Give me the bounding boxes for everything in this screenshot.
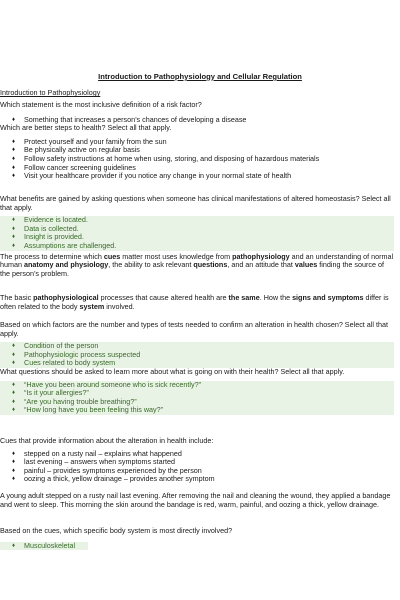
bullet-icon: ♦ xyxy=(12,147,16,154)
bullet-icon: ♦ xyxy=(12,390,16,397)
question-6-text: Cues that provide information about the alteration in health include: xyxy=(0,436,214,445)
bullet-icon: ♦ xyxy=(12,234,16,241)
list-item: ♦ stepped on a rusty nail – explains what happened xyxy=(12,448,182,458)
bullet-icon: ♦ xyxy=(12,459,16,466)
list-item: ♦ Pathophysiologic process suspected xyxy=(12,349,141,359)
list-item: ♦ “Are you having trouble breathing?” xyxy=(12,396,137,406)
list-item: ♦ Something that increases a person’s chances of developing a disease xyxy=(12,114,247,124)
question-7-text: Based on the cues, which specific body system is most directly involved? xyxy=(0,526,233,535)
bullet-icon: ♦ xyxy=(12,173,16,180)
document-title: Introduction to Pathophysiology and Cellular Regulation xyxy=(98,72,302,81)
list-item: ♦ Protect yourself and your family from the sun xyxy=(12,136,167,146)
question-2-text: Which are better steps to health? Select all that apply. xyxy=(0,123,172,133)
bullet-icon: ♦ xyxy=(12,242,16,249)
list-item: ♦ oozing a thick, yellow drainage – provides another symptom xyxy=(12,474,215,484)
bullet-icon: ♦ xyxy=(12,351,16,358)
bullet-icon: ♦ xyxy=(12,360,16,367)
pathophysiology-paragraph-block xyxy=(0,294,394,311)
bullet-icon: ♦ xyxy=(12,398,16,405)
question-5-text: What questions should be asked to learn more about what is going on with their health? Select all that apply. xyxy=(0,366,345,376)
question-3 xyxy=(0,195,394,278)
bullet-icon: ♦ xyxy=(12,138,16,145)
scenario-paragraph: A young adult stepped on a rusty nail last evening. After removing the nail and cleaning the wound, they applied a bandage and went to sleep. This morning the skin around the bandage is red, warm, painful, and oozing a thick, yellow drainage. xyxy=(0,491,391,509)
question-7-answers xyxy=(0,542,88,551)
section-subtitle-block xyxy=(0,89,394,98)
question-2-answers xyxy=(0,138,394,181)
scenario-block xyxy=(0,492,394,509)
list-item: ♦ last evening – answers when symptoms started xyxy=(12,457,176,467)
list-item: ♦ Follow cancer screening guidelines xyxy=(12,162,136,172)
question-3-text: What benefits are gained by asking questions when someone has clinical manifestations of altered homeostasis? Select all that apply. xyxy=(0,194,391,212)
bullet-icon: ♦ xyxy=(12,116,16,123)
list-item: ♦ “Is it your allergies?” xyxy=(12,388,89,398)
question-4 xyxy=(0,321,394,415)
list-item: ♦ Musculoskeletal xyxy=(12,540,76,550)
list-item: ♦ Be physically active on regular basis xyxy=(12,145,140,155)
list-item: ♦ Insight is provided. xyxy=(12,232,84,242)
bullet-icon: ♦ xyxy=(12,217,16,224)
question-7 xyxy=(0,527,394,550)
bullet-icon: ♦ xyxy=(12,381,16,388)
question-4-answers xyxy=(0,342,394,368)
list-item: ♦ Cues related to body system xyxy=(12,358,116,368)
list-item: ♦ Follow safety instructions at home when using, storing, and disposing of hazardous materials xyxy=(12,153,320,163)
pathophysiology-paragraph: The basic pathophysiological processes that cause altered health are the same. How the signs and symptoms differ is often related to the body system involved. xyxy=(0,293,389,311)
bullet-icon: ♦ xyxy=(12,476,16,483)
cues-paragraph: The process to determine which cues matter most uses knowledge from pathophysiology and an understanding of normal human anatomy and physiology, the ability to ask relevant questions, and an attitude that values finding the source of the person’s problem. xyxy=(0,251,394,278)
list-item: ♦ “How long have you been feeling this way?” xyxy=(12,405,164,415)
section-subtitle: Introduction to Pathophysiology xyxy=(0,88,101,97)
list-item: ♦ “Have you been around someone who is sick recently?” xyxy=(12,379,201,389)
question-1-answers xyxy=(0,116,394,125)
question-1 xyxy=(0,101,394,181)
list-item: ♦ painful – provides symptoms experienced by the person xyxy=(12,465,202,475)
question-5-answers xyxy=(0,381,394,415)
bullet-icon: ♦ xyxy=(12,225,16,232)
bullet-icon: ♦ xyxy=(12,467,16,474)
bullet-icon: ♦ xyxy=(12,407,16,414)
bullet-icon: ♦ xyxy=(12,155,16,162)
question-6 xyxy=(0,437,394,484)
list-item: ♦ Condition of the person xyxy=(12,341,99,351)
list-item: ♦ Data is collected. xyxy=(12,223,79,233)
bullet-icon: ♦ xyxy=(12,164,16,171)
question-1-text: Which statement is the most inclusive definition of a risk factor? xyxy=(0,100,202,109)
bullet-icon: ♦ xyxy=(12,343,16,350)
bullet-icon: ♦ xyxy=(12,450,16,457)
bullet-icon: ♦ xyxy=(12,542,16,549)
list-item: ♦ Visit your healthcare provider if you notice any change in your normal state of health xyxy=(12,171,292,181)
question-4-text: Based on which factors are the number and types of tests needed to confirm an alteration in health chosen? Select all that apply. xyxy=(0,320,388,338)
list-item: ♦ Evidence is located. xyxy=(12,215,88,225)
list-item: ♦ Assumptions are challenged. xyxy=(12,240,117,250)
question-3-answers xyxy=(0,216,394,250)
question-6-answers xyxy=(0,450,394,484)
